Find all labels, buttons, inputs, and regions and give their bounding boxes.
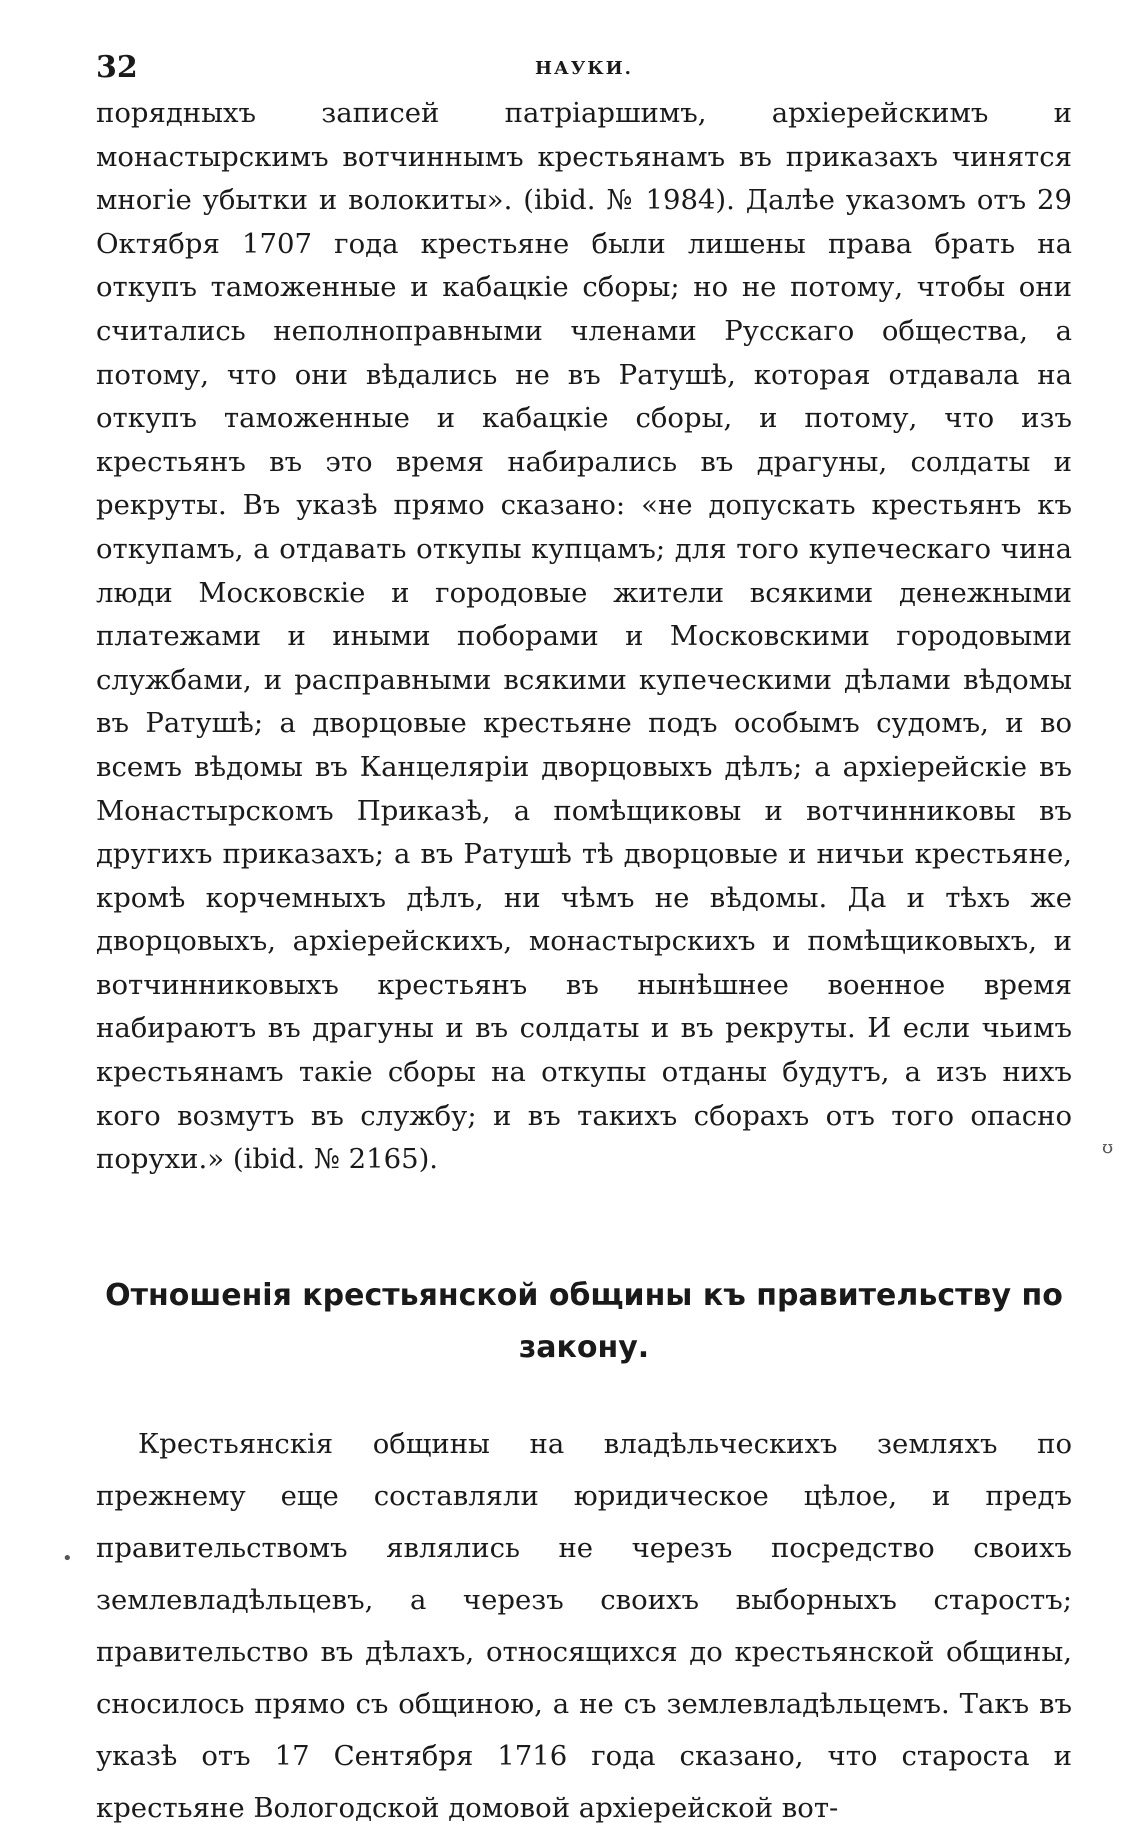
paragraph-2: Крестьянскія общины на владѣльческихъ земляхъ по прежнему еще составляли юридическое цѣлое, и предъ правительствомъ являлись не черезъ посредство своихъ землевладѣльцевъ, а черезъ своихъ выборныхъ старостъ; правительство въ дѣлахъ, относящихся до крестьянской общины, сносилось прямо съ общиною, а не съ землевладѣльцемъ. Такъ въ указѣ отъ 17 Сентября 1716 года сказано, что староста и крестьяне Вологодской домовой архіерейской вот- — [96, 1428, 1072, 1824]
running-title: НАУКИ. — [535, 57, 633, 79]
running-head — [96, 48, 1072, 88]
paragraph-1: порядныхъ записей патріаршимъ, архіерейскимъ и монастырскимъ вотчиннымъ крестьянамъ въ приказахъ чинятся многіе убытки и волокиты». (ibid. № 1984). Далѣе указомъ отъ 29 Октября 1707 года крестьяне были лишены права брать на откупъ таможенные и кабацкіе сборы; но не потому, чтобы они считались неполноправными членами Русскаго общества, а потому, что они вѣдались не въ Ратушѣ, которая отдавала на откупъ таможенные и кабацкіе сборы, и потому, что изъ крестьянъ въ это время набирались въ драгуны, солдаты и рекруты. Въ указѣ прямо сказано: «не допускать крестьянъ къ откупамъ, а отдавать откупы купцамъ; для того купеческаго чина люди Московскіе и городовые жители всякими денежными платежами и иными поборами и Московскими городовыми службами, и расправными всякими купеческими дѣлами вѣдомы въ Ратушѣ; а дворцовые крестьяне подъ особымъ судомъ, и во всемъ вѣдомы въ Канцеляріи дворцовыхъ дѣлъ; а архіерейскіе въ Монастырскомъ Приказѣ, а помѣщиковы и вотчинниковы въ другихъ приказахъ; а въ Ратушѣ тѣ дворцовые и ничьи крестьяне, кромѣ корчемныхъ дѣлъ, ни чѣмъ не вѣдомы. Да и тѣхъ же дворцовыхъ, архіерейскихъ, монастырскихъ и помѣщиковыхъ, и вотчинниковыхъ крестьянъ въ нынѣшнее военное время набираютъ въ драгуны и въ солдаты и въ рекруты. И если чьимъ крестьянамъ такіе сборы на откупы отданы будутъ, а изъ нихъ кого возмутъ въ службу; и въ такихъ сборахъ отъ того опасно порухи.» (ibid. № 2165). — [96, 97, 1072, 1176]
page-number: 32 — [96, 50, 138, 85]
margin-dot-mark: • — [62, 1548, 73, 1569]
section-heading: Отношенія крестьянской общины къ правительству по закону. — [105, 1278, 1063, 1365]
margin-speck-mark: ʊ — [1102, 1137, 1114, 1158]
